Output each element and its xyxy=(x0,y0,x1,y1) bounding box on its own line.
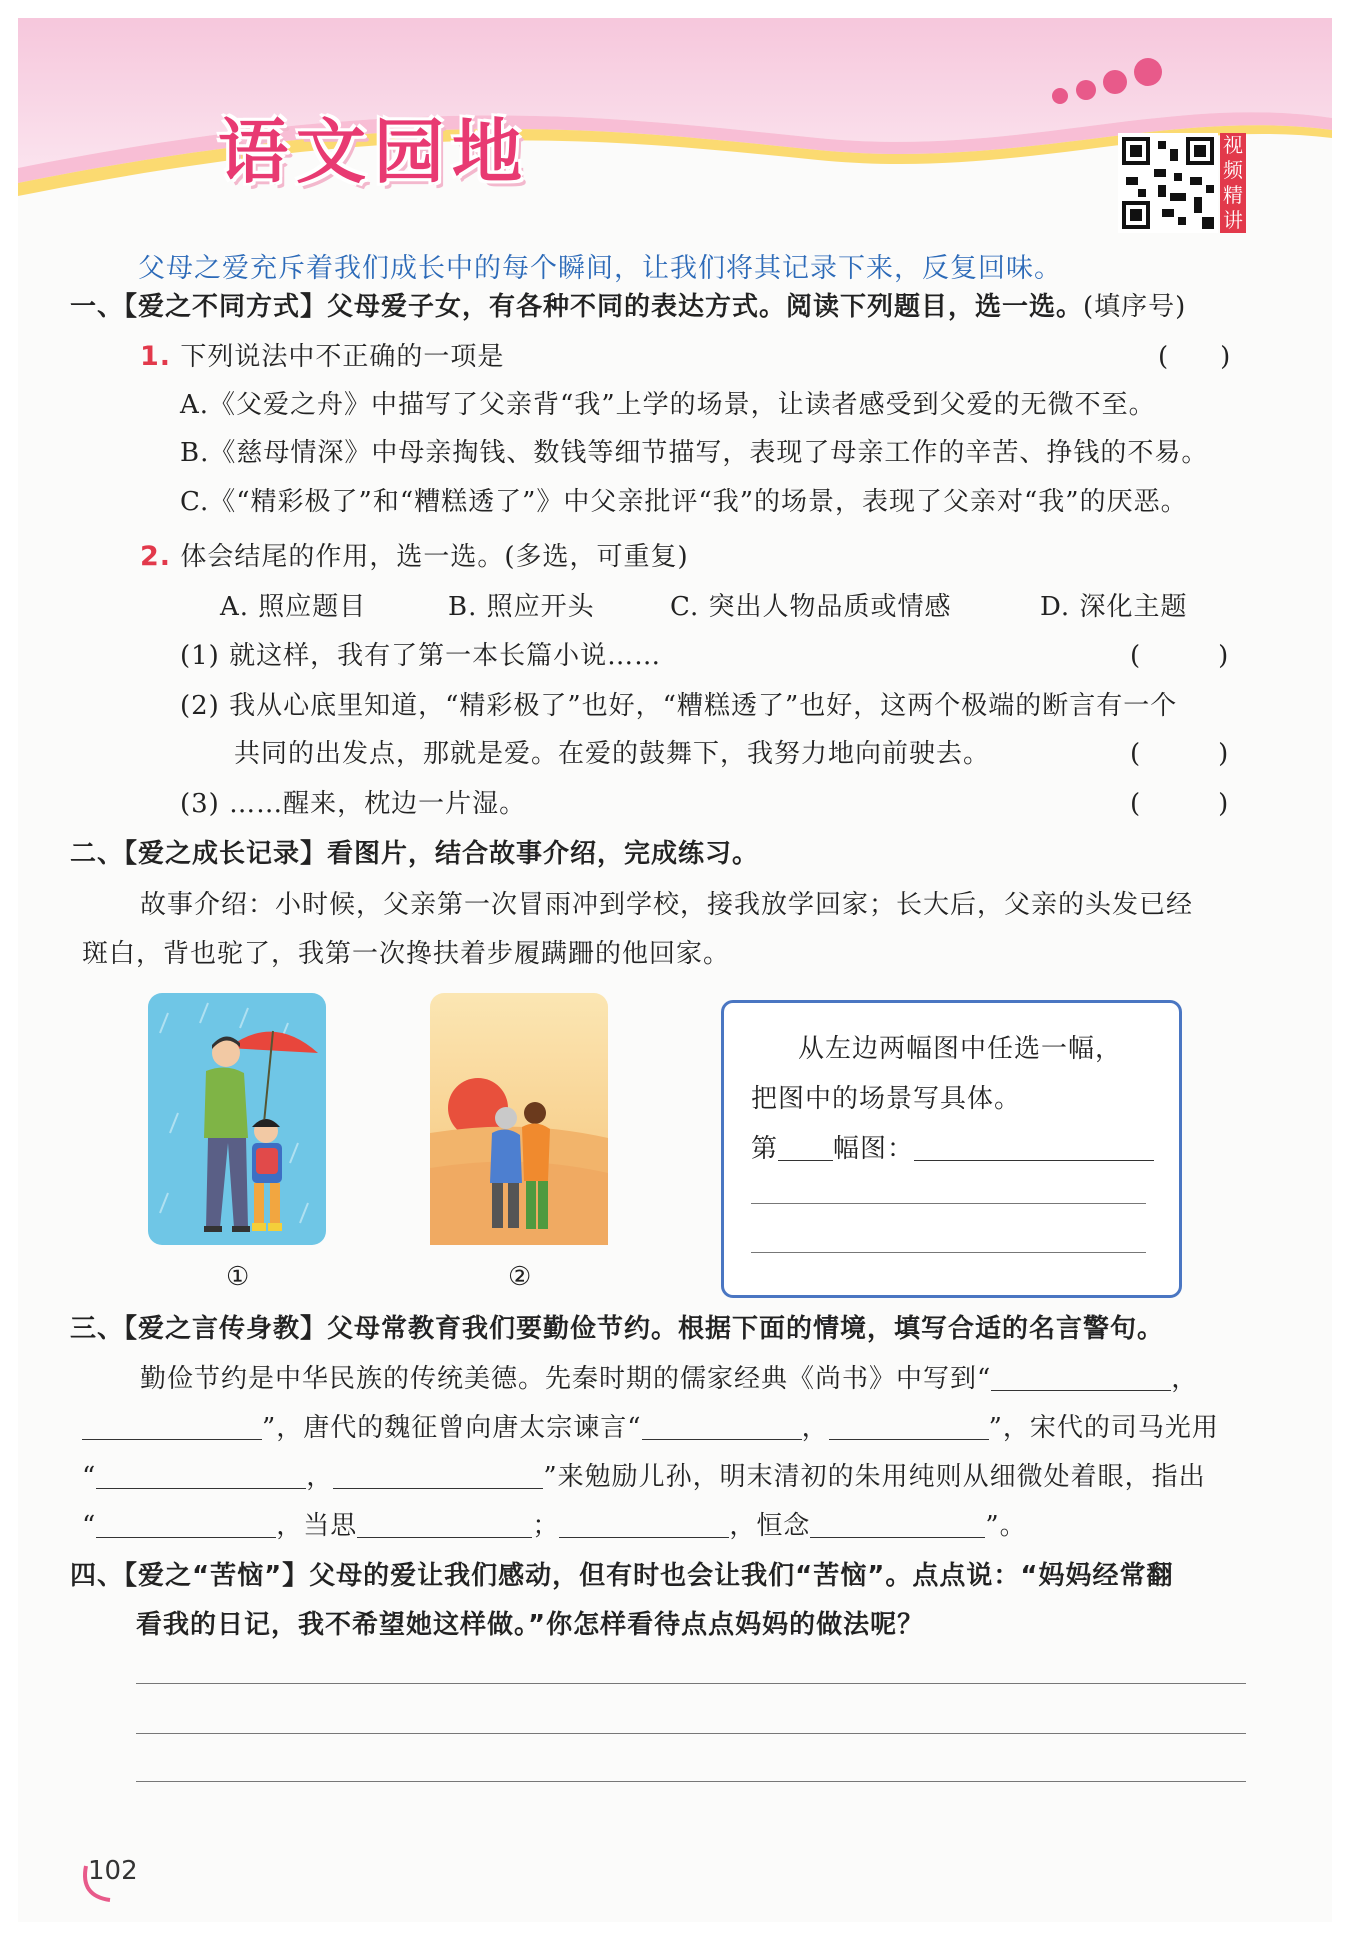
page-title: 语文园地 xyxy=(218,111,530,193)
proverb-blank-7[interactable] xyxy=(96,1511,276,1538)
q2-item-2-cont: 共同的出发点，那就是爱。在爱的鼓舞下，我努力地向前驶去。 xyxy=(234,739,991,769)
page-number: 102 xyxy=(88,1856,138,1886)
q1-option-c: C.《“精彩极了”和“糟糕透了”》中父亲批评“我”的场景，表现了父亲对“我”的厌恶。 xyxy=(180,487,1188,517)
proverb-blank-10[interactable] xyxy=(810,1511,985,1538)
story-intro-line1: 故事介绍：小时候，父亲第一次冒雨冲到学校，接我放学回家；长大后，父亲的头发已经 xyxy=(140,890,1194,920)
q2-item-1-answer-blank[interactable]: ( ) xyxy=(1130,641,1229,671)
qr-code-icon[interactable] xyxy=(1118,133,1218,233)
section3-line-4: “ ，当思 ； ，恒念 ”。 xyxy=(82,1511,1027,1541)
q2-choice-b: B. 照应开头 xyxy=(448,592,595,622)
video-lesson-badge[interactable]: 视 频 精 讲 xyxy=(1220,133,1246,233)
section4-line-1: 四、【爱之“苦恼”】父母的爱让我们感动，但有时也会让我们“苦恼”。点点说：“妈妈经常翻 xyxy=(70,1561,1174,1591)
answer-line-3[interactable] xyxy=(136,1781,1246,1782)
proverb-blank-4[interactable] xyxy=(829,1413,989,1440)
q1-option-b: B.《慈母情深》中母亲掏钱、数钱等细节描写，表现了母亲工作的辛苦、挣钱的不易。 xyxy=(180,438,1209,468)
section2-heading: 二、【爱之成长记录】看图片，结合故事介绍，完成练习。 xyxy=(70,839,760,869)
q2-stem: 2. 体会结尾的作用，选一选。(多选，可重复) xyxy=(140,541,689,572)
proverb-blank-3[interactable] xyxy=(642,1413,802,1440)
story-intro-line2: 斑白，背也驼了，我第一次搀扶着步履蹒跚的他回家。 xyxy=(82,939,731,969)
section4-line-2: 看我的日记，我不希望她这样做。”你怎样看待点点妈妈的做法呢？ xyxy=(136,1610,925,1640)
writing-line-1[interactable] xyxy=(751,1203,1146,1204)
picture-sunset-walk xyxy=(430,993,608,1245)
section3-heading: 三、【爱之言传身教】父母常教育我们要勤俭节约。根据下面的情境，填写合适的名言警句。 xyxy=(70,1314,1165,1344)
q2-item-3-answer-blank[interactable]: ( ) xyxy=(1130,789,1229,819)
q2-item-2: (2) 我从心底里知道，“精彩极了”也好，“糟糕透了”也好，这两个极端的断言有一个 xyxy=(180,691,1178,721)
picture-2-caption: ② xyxy=(508,1262,532,1292)
q1-option-a: A.《父爱之舟》中描写了父亲背“我”上学的场景，让读者感受到父爱的无微不至。 xyxy=(180,390,1156,420)
q2-item-1: (1) 就这样，我有了第一本长篇小说…… xyxy=(180,641,662,671)
workbook-page xyxy=(18,18,1332,1922)
section3-line-2: ”，唐代的魏征曾向唐太宗谏言“ ， ”，宋代的司马光用 xyxy=(82,1407,1219,1444)
proverb-blank-9[interactable] xyxy=(559,1511,729,1538)
writing-box-instruction-2: 把图中的场景写具体。 xyxy=(751,1084,1022,1114)
q2-choice-c: C. 突出人物品质或情感 xyxy=(670,592,952,622)
q1-answer-blank[interactable]: ( ) xyxy=(1158,342,1231,372)
q2-choice-a: A. 照应题目 xyxy=(220,592,367,622)
picture-rain-umbrella xyxy=(148,993,326,1245)
section3-line-1: 勤俭节约是中华民族的传统美德。先秦时期的儒家经典《尚书》中写到“ ， xyxy=(140,1364,1199,1394)
picture-1-caption: ① xyxy=(226,1262,250,1292)
q1-stem: 1. 下列说法中不正确的一项是 xyxy=(140,341,505,372)
answer-line-2[interactable] xyxy=(136,1733,1246,1734)
section1-heading: 一、【爱之不同方式】父母爱子女，有各种不同的表达方式。阅读下列题目，选一选。(填序号) xyxy=(70,292,1187,322)
q2-item-3: (3) ……醒来，枕边一片湿。 xyxy=(180,789,527,819)
intro-text: 父母之爱充斥着我们成长中的每个瞬间，让我们将其记录下来，反复回味。 xyxy=(138,253,1062,284)
answer-line-1[interactable] xyxy=(136,1683,1246,1684)
proverb-blank-8[interactable] xyxy=(357,1511,532,1538)
writing-line-2[interactable] xyxy=(751,1252,1146,1253)
proverb-blank-2[interactable] xyxy=(82,1413,262,1440)
proverb-blank-1[interactable] xyxy=(991,1364,1171,1391)
q2-choice-d: D. 深化主题 xyxy=(1040,592,1188,622)
writing-box-instruction-1: 从左边两幅图中任选一幅， xyxy=(798,1034,1123,1064)
section3-line-3: “ ， ”来勉励儿孙，明末清初的朱用纯则从细微处着眼，指出 xyxy=(82,1462,1206,1492)
proverb-blank-5[interactable] xyxy=(96,1462,306,1489)
q2-item-2-answer-blank[interactable]: ( ) xyxy=(1130,739,1229,769)
proverb-blank-6[interactable] xyxy=(333,1462,543,1489)
writing-box-picture-number[interactable]: 第 幅图： xyxy=(751,1128,1154,1165)
